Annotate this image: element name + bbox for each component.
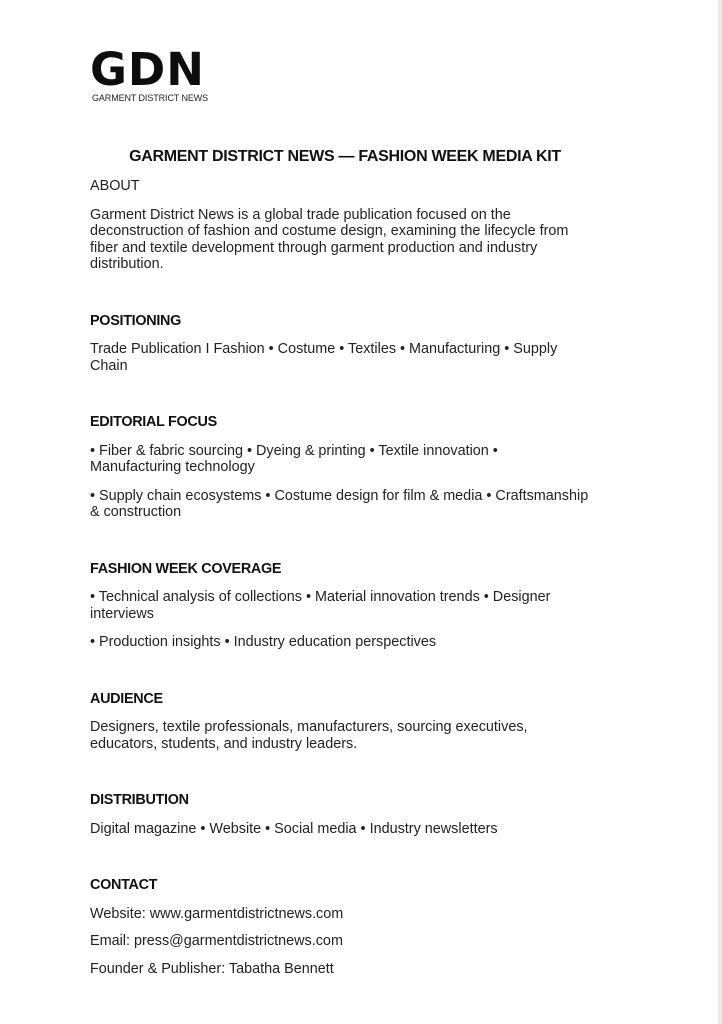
editorial-focus-heading: EDITORIAL FOCUS bbox=[90, 414, 217, 430]
gdn-logo bbox=[90, 43, 209, 103]
coverage-line: • Production insights • Industry education perspectives bbox=[90, 634, 437, 650]
positioning-heading: POSITIONING bbox=[90, 312, 182, 329]
editorial-focus-section bbox=[90, 414, 590, 521]
contact-website: Website: www.garmentdistrictnews.com bbox=[90, 905, 344, 922]
fashion-week-coverage-section bbox=[90, 561, 590, 651]
distribution-text: Digital magazine • Website • Social media • Industry newsletters bbox=[90, 820, 498, 837]
positioning-line: Trade Publication I Fashion • Costume • Textiles • Manufacturing • Supply Chain bbox=[90, 341, 558, 374]
editorial-focus-line: • Supply chain ecosystems • Costume design for film & media • Craftsmanship & construction bbox=[90, 487, 589, 520]
about-text: Garment District News is a global trade publication focused on the deconstruction of fashion and costume design, examining the lifecycle from fiber and textile development through garment production and industry distribution. bbox=[90, 206, 569, 272]
distribution-heading: DISTRIBUTION bbox=[90, 792, 189, 808]
logo-mark: GDN bbox=[90, 43, 205, 96]
editorial-focus-line: • Fiber & fabric sourcing • Dyeing & printing • Textile innovation • Manufacturing technology bbox=[90, 442, 498, 475]
about-section bbox=[90, 178, 590, 273]
page-edge-scrollbar[interactable] bbox=[718, 0, 722, 1024]
document-title: GARMENT DISTRICT NEWS — FASHION WEEK MEDIA KIT bbox=[129, 148, 561, 165]
audience-text: Designers, textile professionals, manufacturers, sourcing executives, educators, students, and industry leaders. bbox=[90, 719, 528, 752]
document-body bbox=[90, 178, 590, 988]
contact-heading: CONTACT bbox=[90, 877, 158, 893]
contact-section bbox=[90, 877, 590, 977]
logo-subtitle: GARMENT DISTRICT NEWS bbox=[92, 93, 209, 103]
fashion-week-coverage-heading: FASHION WEEK COVERAGE bbox=[90, 560, 282, 577]
audience-section bbox=[90, 691, 590, 753]
about-label: ABOUT bbox=[90, 178, 140, 194]
distribution-section bbox=[90, 792, 590, 837]
contact-email: Email: press@garmentdistrictnews.com bbox=[90, 933, 343, 949]
contact-founder: Founder & Publisher: Tabatha Bennett bbox=[90, 960, 334, 977]
audience-heading: AUDIENCE bbox=[90, 690, 163, 707]
coverage-line: • Technical analysis of collections • Material innovation trends • Designer interviews bbox=[90, 589, 551, 622]
positioning-section bbox=[90, 313, 590, 375]
